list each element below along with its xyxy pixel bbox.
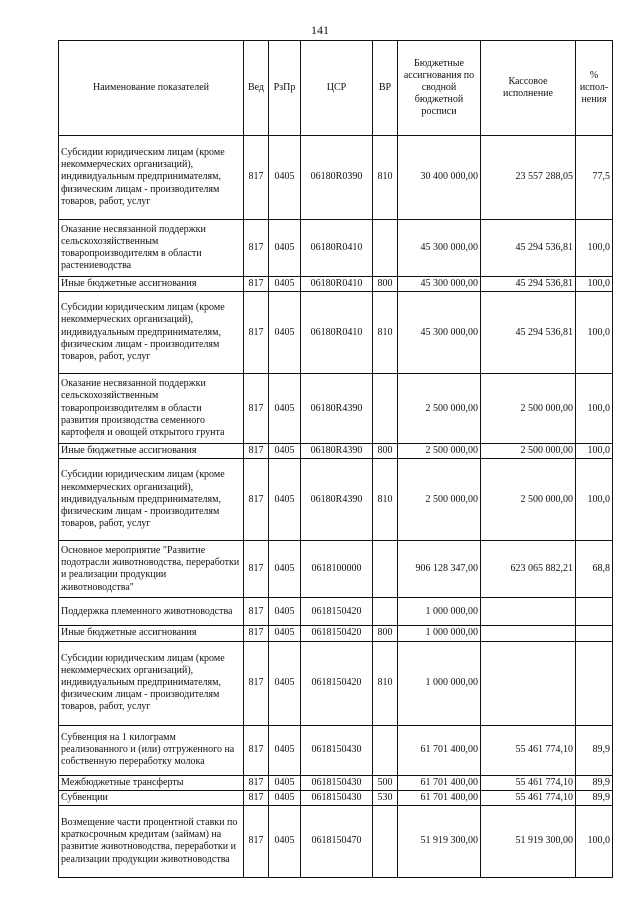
cell-percent [576,626,613,641]
cell-cash: 55 461 774,10 [481,725,576,775]
cell-ved: 817 [244,277,269,292]
cell-csr: 06180R0390 [301,136,373,220]
cell-cash: 55 461 774,10 [481,775,576,790]
cell-assigned: 1 000 000,00 [398,641,481,725]
cell-csr: 06180R0410 [301,277,373,292]
cell-name: Оказание несвязанной поддержки сельскохозяйственным товаропроизводителям в области растениеводства [59,220,244,277]
cell-percent: 100,0 [576,220,613,277]
cell-rzpr: 0405 [269,641,301,725]
cell-name: Возмещение части процентной ставки по краткосрочным кредитам (займам) на развитие животноводства, переработки и реализации продукции животноводства [59,805,244,877]
cell-name: Субвенция на 1 килограмм реализованного и (или) отгруженного на собственную переработку молока [59,725,244,775]
cell-cash [481,641,576,725]
table-body [59,136,613,878]
table-header-row [59,41,613,136]
cell-vr: 810 [373,641,398,725]
cell-cash: 45 294 536,81 [481,220,576,277]
cell-ved: 817 [244,805,269,877]
cell-name: Иные бюджетные ассигнования [59,444,244,459]
cell-percent: 100,0 [576,277,613,292]
cell-assigned: 45 300 000,00 [398,277,481,292]
cell-percent: 77,5 [576,136,613,220]
cell-assigned: 61 701 400,00 [398,790,481,805]
cell-cash: 23 557 288,05 [481,136,576,220]
header-csr: ЦСР [301,41,373,136]
cell-cash: 623 065 882,21 [481,541,576,598]
cell-cash: 55 461 774,10 [481,790,576,805]
cell-ved: 817 [244,541,269,598]
cell-ved: 817 [244,790,269,805]
cell-vr: 800 [373,277,398,292]
cell-csr: 0618150420 [301,641,373,725]
cell-assigned: 906 128 347,00 [398,541,481,598]
cell-percent: 100,0 [576,444,613,459]
cell-ved: 817 [244,725,269,775]
cell-vr: 530 [373,790,398,805]
cell-rzpr: 0405 [269,136,301,220]
cell-ved: 817 [244,444,269,459]
cell-vr [373,541,398,598]
cell-assigned: 51 919 300,00 [398,805,481,877]
cell-cash: 45 294 536,81 [481,277,576,292]
cell-rzpr: 0405 [269,459,301,541]
cell-assigned: 2 500 000,00 [398,459,481,541]
cell-ved: 817 [244,374,269,444]
cell-csr: 0618150420 [301,626,373,641]
table-row [59,444,613,459]
cell-cash: 2 500 000,00 [481,374,576,444]
cell-csr: 06180R4390 [301,459,373,541]
table-row [59,541,613,598]
cell-name: Субсидии юридическим лицам (кроме некоммерческих организаций), индивидуальным предпринимателям, физическим лицам - производителям товаров, работ, услуг [59,459,244,541]
header-vr: ВР [373,41,398,136]
cell-rzpr: 0405 [269,598,301,626]
cell-percent: 89,9 [576,790,613,805]
cell-name: Субсидии юридическим лицам (кроме некоммерческих организаций), индивидуальным предпринимателям, физическим лицам - производителям товаров, работ, услуг [59,292,244,374]
cell-cash: 2 500 000,00 [481,459,576,541]
cell-assigned: 61 701 400,00 [398,725,481,775]
cell-csr: 06180R4390 [301,444,373,459]
cell-vr [373,725,398,775]
cell-assigned: 61 701 400,00 [398,775,481,790]
cell-name: Иные бюджетные ассигнования [59,277,244,292]
cell-assigned: 45 300 000,00 [398,292,481,374]
table-row [59,277,613,292]
cell-rzpr: 0405 [269,277,301,292]
cell-assigned: 1 000 000,00 [398,626,481,641]
cell-name: Субсидии юридическим лицам (кроме некоммерческих организаций), индивидуальным предпринимателям, физическим лицам - производителям товаров, работ, услуг [59,641,244,725]
cell-rzpr: 0405 [269,775,301,790]
cell-csr: 0618150420 [301,598,373,626]
cell-name: Иные бюджетные ассигнования [59,626,244,641]
cell-vr: 800 [373,626,398,641]
cell-ved: 817 [244,136,269,220]
cell-ved: 817 [244,626,269,641]
header-ved: Вед [244,41,269,136]
cell-percent: 89,9 [576,725,613,775]
cell-csr: 0618150430 [301,725,373,775]
cell-rzpr: 0405 [269,626,301,641]
cell-percent: 68,8 [576,541,613,598]
cell-vr: 810 [373,292,398,374]
table-row [59,725,613,775]
cell-vr [373,805,398,877]
table-row [59,626,613,641]
cell-assigned: 30 400 000,00 [398,136,481,220]
table-row [59,136,613,220]
cell-cash: 45 294 536,81 [481,292,576,374]
cell-rzpr: 0405 [269,541,301,598]
table-row [59,775,613,790]
cell-vr [373,374,398,444]
cell-rzpr: 0405 [269,790,301,805]
table-row [59,598,613,626]
cell-ved: 817 [244,598,269,626]
cell-rzpr: 0405 [269,292,301,374]
table-row [59,641,613,725]
cell-percent: 100,0 [576,374,613,444]
cell-name: Субвенции [59,790,244,805]
cell-cash [481,626,576,641]
cell-ved: 817 [244,775,269,790]
table-row [59,805,613,877]
table-row [59,220,613,277]
cell-percent: 100,0 [576,805,613,877]
cell-name: Межбюджетные трансферты [59,775,244,790]
budget-execution-table [58,40,613,878]
cell-name: Субсидии юридическим лицам (кроме некоммерческих организаций), индивидуальным предпринимателям, физическим лицам - производителям товаров, работ, услуг [59,136,244,220]
cell-name: Оказание несвязанной поддержки сельскохозяйственным товаропроизводителям в области развития производства семенного картофеля и овощей открытого грунта [59,374,244,444]
cell-ved: 817 [244,459,269,541]
header-rzpr: РзПр [269,41,301,136]
table-row [59,790,613,805]
cell-csr: 06180R0410 [301,292,373,374]
cell-ved: 817 [244,220,269,277]
cell-percent [576,641,613,725]
page-number: 141 [311,23,329,37]
cell-rzpr: 0405 [269,805,301,877]
cell-rzpr: 0405 [269,220,301,277]
cell-cash: 51 919 300,00 [481,805,576,877]
cell-percent [576,598,613,626]
cell-csr: 0618150430 [301,790,373,805]
cell-percent: 100,0 [576,292,613,374]
table-row [59,459,613,541]
cell-csr: 06180R0410 [301,220,373,277]
cell-vr: 500 [373,775,398,790]
header-cash: Кассовое исполнение [481,41,576,136]
cell-assigned: 2 500 000,00 [398,444,481,459]
cell-assigned: 1 000 000,00 [398,598,481,626]
table-row [59,374,613,444]
cell-csr: 0618150430 [301,775,373,790]
cell-vr: 810 [373,136,398,220]
cell-vr: 800 [373,444,398,459]
table-row [59,292,613,374]
cell-percent: 89,9 [576,775,613,790]
cell-assigned: 45 300 000,00 [398,220,481,277]
cell-vr: 810 [373,459,398,541]
cell-rzpr: 0405 [269,725,301,775]
cell-percent: 100,0 [576,459,613,541]
cell-name: Основное мероприятие "Развитие подотрасли животноводства, переработки и реализации продукции животноводства" [59,541,244,598]
header-assigned: Бюджетные ассигнования по сводной бюджетной росписи [398,41,481,136]
header-name: Наименование показателей [59,41,244,136]
cell-vr [373,220,398,277]
cell-cash: 2 500 000,00 [481,444,576,459]
cell-ved: 817 [244,292,269,374]
cell-rzpr: 0405 [269,444,301,459]
cell-rzpr: 0405 [269,374,301,444]
cell-cash [481,598,576,626]
cell-name: Поддержка племенного животноводства [59,598,244,626]
cell-vr [373,598,398,626]
cell-assigned: 2 500 000,00 [398,374,481,444]
cell-csr: 0618100000 [301,541,373,598]
cell-csr: 0618150470 [301,805,373,877]
cell-csr: 06180R4390 [301,374,373,444]
header-percent: % испол-нения [576,41,613,136]
cell-ved: 817 [244,641,269,725]
